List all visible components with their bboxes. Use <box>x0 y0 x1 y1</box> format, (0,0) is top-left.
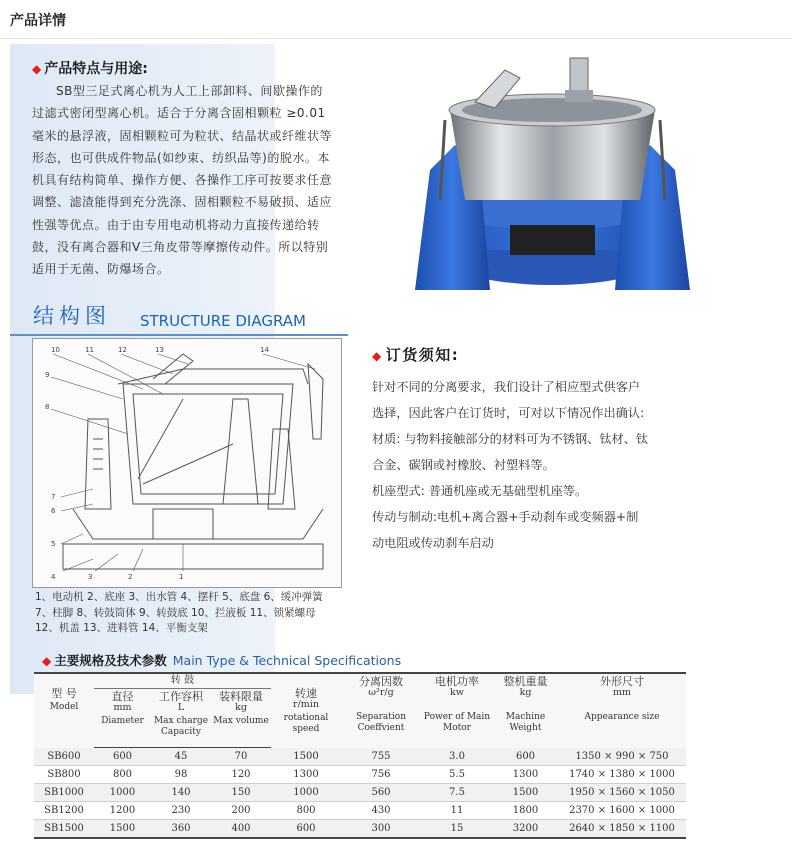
column-header-separation <box>341 673 421 748</box>
table-cell: 3200 <box>493 820 558 839</box>
structure-title-en: STRUCTURE DIAGRAM <box>140 312 306 330</box>
header-cn: 电机功率 <box>435 675 479 688</box>
diagram-number: 13 <box>155 346 164 354</box>
table-cell: 600 <box>271 820 341 839</box>
table-cell: 756 <box>341 766 421 784</box>
header-unit: kg <box>519 687 532 698</box>
structure-title-cn: 结构图 <box>33 304 111 328</box>
features-line: 性强等优点。由于由专用电动机将动力直接传递给转 <box>32 217 320 232</box>
header-en: Separation Coeffvient <box>356 712 406 733</box>
diagram-number: 14 <box>260 346 269 354</box>
header-cn: 转速 <box>295 687 317 700</box>
table-cell: 300 <box>341 820 421 839</box>
order-line: 合金、碳钢或衬橡胶、衬塑料等。 <box>372 458 555 472</box>
diagram-number: 4 <box>51 573 56 581</box>
specs-table <box>34 672 686 839</box>
table-cell: 2370 × 1600 × 1000 <box>558 802 686 820</box>
table-cell: 560 <box>341 784 421 802</box>
table-cell: SB1200 <box>34 802 94 820</box>
column-header-weight <box>493 673 558 748</box>
order-line: 针对不同的分离要求，我们设计了相应型式供客户 <box>372 380 641 394</box>
table-cell: 1300 <box>271 766 341 784</box>
diagram-number: 3 <box>88 573 93 581</box>
table-row <box>34 802 686 820</box>
header-cn: 整机重量 <box>503 675 548 688</box>
header-unit: mm <box>113 702 132 713</box>
order-paragraph <box>372 374 702 556</box>
table-cell: SB600 <box>34 748 94 766</box>
page-title: 产品详情 <box>10 13 66 29</box>
legend-line: 7、柱脚 8、转鼓筒体 9、转鼓底 10、拦液板 11、锁紧螺母 <box>35 606 316 619</box>
table-cell: 600 <box>94 748 151 766</box>
structure-title-underline <box>10 334 348 336</box>
order-line: 机座型式: 普通机座或无基础型机座等。 <box>372 484 588 498</box>
table-cell: 200 <box>211 802 271 820</box>
specs-heading-en: Main Type & Technical Specifications <box>172 653 402 668</box>
header-en: Appearance size <box>584 712 660 722</box>
header-en: Model <box>49 702 79 712</box>
table-cell: 7.5 <box>421 784 493 802</box>
table-row <box>34 784 686 802</box>
table-cell: 11 <box>421 802 493 820</box>
header-en: rotational speed <box>283 713 329 734</box>
features-line: SB型三足式离心机为人工上部卸料、间歇操作的 <box>56 84 323 98</box>
header-unit: r/min <box>293 699 319 710</box>
table-row <box>34 766 686 784</box>
header-en: Diameter <box>101 716 144 726</box>
table-cell: 360 <box>151 820 211 839</box>
column-header-size <box>558 673 686 748</box>
table-cell: 1950 × 1560 × 1050 <box>558 784 686 802</box>
features-heading-text: 产品特点与用途: <box>44 61 148 77</box>
diagram-number: 11 <box>85 346 94 354</box>
header-cn: 装料限量 <box>219 690 263 703</box>
structure-diagram-svg <box>33 339 341 587</box>
header-unit: mm <box>612 687 632 698</box>
table-cell: 600 <box>493 748 558 766</box>
table-cell: 3.0 <box>421 748 493 766</box>
centrifuge-photo <box>410 50 695 300</box>
table-cell: 1500 <box>493 784 558 802</box>
features-paragraph <box>32 80 377 281</box>
table-cell: 1800 <box>493 802 558 820</box>
table-cell: SB800 <box>34 766 94 784</box>
order-heading-text: 订货须知: <box>385 346 460 364</box>
header-cn: 外形尺寸 <box>600 675 644 688</box>
top-bar <box>0 0 792 39</box>
red-diamond-icon: ◆ <box>372 349 383 363</box>
table-cell: 150 <box>211 784 271 802</box>
header-en: Power of Main Motor <box>423 712 491 733</box>
table-cell: 755 <box>341 748 421 766</box>
diagram-number: 7 <box>51 493 56 501</box>
header-unit: ω²r/g <box>368 687 394 698</box>
header-en: Max volume <box>213 716 269 726</box>
table-cell: 140 <box>151 784 211 802</box>
table-cell: 15 <box>421 820 493 839</box>
header-en: Max charge Capacity <box>153 716 209 737</box>
table-cell: 98 <box>151 766 211 784</box>
features-line: 过滤式密闭型离心机。适合于分离含固相颗粒 ≥0.01 <box>32 106 326 121</box>
specs-heading <box>42 651 401 669</box>
table-cell: SB1500 <box>34 820 94 839</box>
table-cell: 1350 × 990 × 750 <box>558 748 686 766</box>
features-line: 鼓，没有离合器和V三角皮带等摩擦传动件。所以特别 <box>32 240 329 255</box>
features-line: 毫米的悬浮液，固相颗粒可为粒状、结晶状或纤维状等 <box>32 128 333 143</box>
table-cell: 800 <box>271 802 341 820</box>
column-header-volume <box>211 689 271 748</box>
features-line: 形态，也可供成件物品(如纱束、纺织品等)的脱水。本 <box>32 150 330 165</box>
diagram-number: 1 <box>179 573 184 581</box>
header-unit: kw <box>450 687 464 698</box>
header-unit: kg <box>235 702 247 713</box>
red-diamond-icon: ◆ <box>32 62 42 76</box>
table-cell: 1200 <box>94 802 151 820</box>
order-heading <box>372 344 459 365</box>
table-cell: 400 <box>211 820 271 839</box>
diagram-number: 12 <box>118 346 127 354</box>
column-header-capacity <box>151 689 211 748</box>
header-unit: L <box>177 702 185 713</box>
header-en: Machine Weight <box>505 712 546 733</box>
diagram-number: 6 <box>51 507 56 515</box>
column-group-drum: 转 鼓 <box>94 673 271 689</box>
table-cell: 230 <box>151 802 211 820</box>
table-cell: 1000 <box>271 784 341 802</box>
order-line: 传动与制动:电机+离合器+手动刹车或变频器+制 <box>372 510 639 524</box>
features-line: 适用于无菌、防爆场合。 <box>32 262 170 277</box>
structure-legend <box>35 590 365 637</box>
table-cell: 1000 <box>94 784 151 802</box>
table-cell: 1740 × 1380 × 1000 <box>558 766 686 784</box>
table-row <box>34 748 686 766</box>
legend-line: 12、机盖 13、进料管 14、平衡支架 <box>35 622 208 634</box>
diagram-number: 5 <box>51 540 56 548</box>
features-line: 调整、滤渣能得到充分洗涤、固相颗粒不易破损、适应 <box>32 195 333 210</box>
header-cn: 工作容积 <box>159 690 203 703</box>
features-line: 机具有结构简单、操作方便、各操作工序可按要求任意 <box>32 173 333 188</box>
table-cell: 1500 <box>271 748 341 766</box>
features-heading <box>32 58 148 78</box>
diagram-number: 10 <box>51 346 60 354</box>
red-diamond-icon: ◆ <box>42 654 52 668</box>
table-row <box>34 820 686 839</box>
column-header-speed <box>271 673 341 748</box>
header-cn: 直径 <box>111 690 134 703</box>
specs-heading-cn: 主要规格及技术参数 <box>54 653 167 668</box>
column-header-power <box>421 673 493 748</box>
table-cell: 70 <box>211 748 271 766</box>
table-cell: 1500 <box>94 820 151 839</box>
diagram-number: 8 <box>45 403 50 411</box>
column-header-diameter <box>94 689 151 748</box>
order-line: 选择，因此客户在订货时，可对以下情况作出确认: <box>372 406 645 420</box>
table-cell: 120 <box>211 766 271 784</box>
table-cell: 1300 <box>493 766 558 784</box>
legend-line: 1、电动机 2、底座 3、出水管 4、摆杆 5、底盘 6、缓冲弹簧 <box>35 591 323 603</box>
table-cell: 45 <box>151 748 211 766</box>
table-cell: 5.5 <box>421 766 493 784</box>
table-cell: 800 <box>94 766 151 784</box>
order-line: 材质: 与物料接触部分的材料可为不锈钢、钛材、钛 <box>372 432 649 446</box>
structure-drawing <box>32 338 342 588</box>
table-cell: SB1000 <box>34 784 94 802</box>
table-cell: 430 <box>341 802 421 820</box>
table-cell: 2640 × 1850 × 1100 <box>558 820 686 839</box>
order-line: 动电阻或传动刹车启动 <box>372 536 494 550</box>
header-cn: 分离因数 <box>359 675 403 688</box>
diagram-number: 2 <box>128 573 133 581</box>
header-cn: 型 号 <box>51 687 77 700</box>
diagram-number: 9 <box>45 371 50 379</box>
column-header-model <box>34 673 94 748</box>
